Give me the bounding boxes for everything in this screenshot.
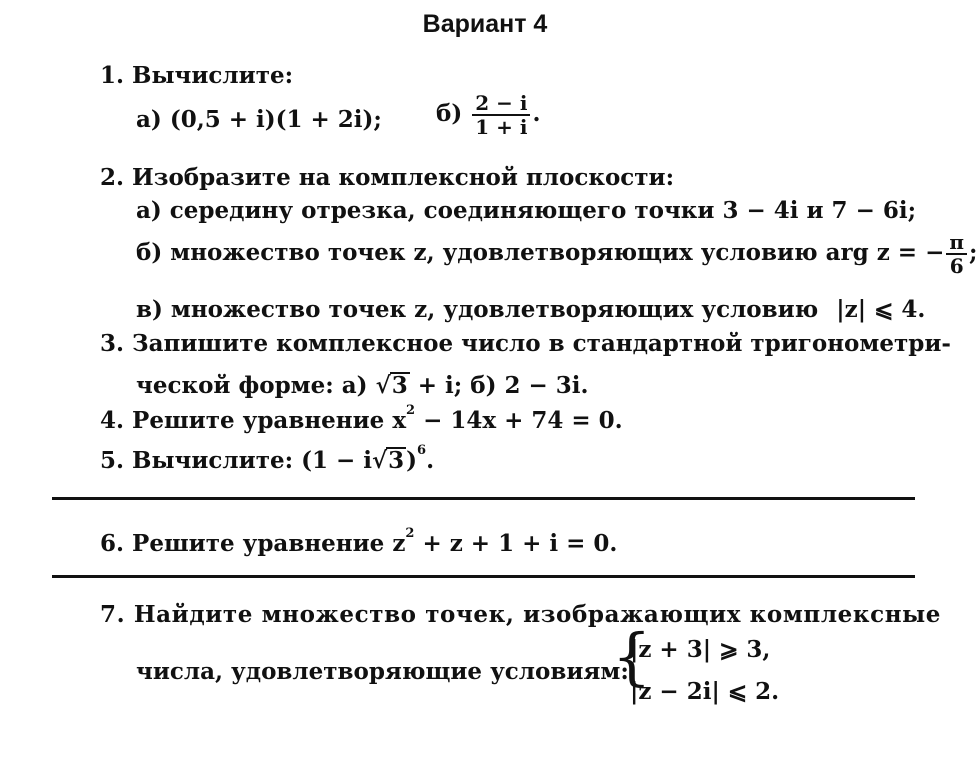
problem-number: 1. <box>100 62 125 89</box>
problem-7 <box>100 603 941 626</box>
system-brace: { <box>612 620 652 693</box>
problem-2b: б) множество точек z, удовлетворяющих условию arg z = − $\frac{\pi}{6}$ ; <box>136 230 978 278</box>
problem-3-line2: ческой форме: а) √3 + i; б) 2 − 3i. <box>136 372 589 399</box>
problem-number: 3. <box>100 330 125 357</box>
sqrt-argument: 3 <box>391 372 408 399</box>
numerator: π <box>946 232 967 255</box>
problem-number: 5. <box>100 447 125 474</box>
problem-1b: б) $\frac{2 - i}{1 + i}$ . <box>436 91 541 139</box>
condition-2: |z − 2i| ⩽ 2. <box>630 678 780 705</box>
problem-6 <box>100 527 617 555</box>
divider <box>52 497 915 500</box>
problem-text: Решите уравнение z <box>132 530 406 557</box>
problem-number: 2. <box>100 164 125 191</box>
problem-2a: а) середину отрезка, соединяющего точки 3 − 4i и 7 − 6i; <box>136 197 917 224</box>
page-title: Вариант 4 <box>422 10 548 38</box>
problem-text: Решите уравнение x <box>132 407 407 434</box>
problem-text: Запишите комплексное число в стандартной тригонометри- <box>132 330 951 357</box>
denominator: 6 <box>949 254 964 278</box>
math-expression: + z + 1 + i = 0. <box>414 530 618 557</box>
exponent: 6 <box>417 443 427 458</box>
problem-text: в) множество точек z, удовлетворяющих условию <box>136 296 819 323</box>
fraction <box>472 93 530 137</box>
math-expression: (1 − i <box>301 447 373 474</box>
problem-text: Найдите множество точек, изображающих комплексные <box>133 601 942 628</box>
item-label: б) <box>436 100 463 127</box>
math-expression: + i; б) 2 − 3i. <box>417 372 589 399</box>
problem-2c <box>136 298 925 321</box>
problem-1 <box>100 64 293 87</box>
problem-text: Вычислите: <box>132 447 294 474</box>
problem-number: 6. <box>100 530 125 557</box>
problem-7-line2: числа, удовлетворяющие условиям: <box>136 658 629 685</box>
problem-number: 4. <box>100 407 125 434</box>
problem-number: 7. <box>100 601 126 628</box>
problem-text: ческой форме: а) <box>136 372 368 399</box>
problem-2 <box>100 166 674 189</box>
problem-1a <box>136 108 382 131</box>
math-expression: (0,5 + i)(1 + 2i); <box>169 106 382 133</box>
exponent: 2 <box>405 526 415 541</box>
problem-3 <box>100 332 951 355</box>
divider <box>52 575 915 578</box>
fraction <box>946 232 967 276</box>
problem-text: Вычислите: <box>132 62 294 89</box>
item-label: а) <box>136 106 162 133</box>
exponent: 2 <box>406 403 416 418</box>
problem-4 <box>100 404 623 432</box>
denominator: 1 + i <box>475 115 528 139</box>
math-expression: − 14x + 74 = 0. <box>415 407 623 434</box>
sqrt-argument: 3 <box>388 447 405 474</box>
problem-5: 5. Вычислите: $(1 - i√3)^6$. <box>100 443 435 474</box>
problem-text: Изобразите на комплексной плоскости: <box>132 164 675 191</box>
numerator: 2 − i <box>472 93 530 116</box>
math-expression: |z| ⩽ 4. <box>836 296 926 323</box>
problem-text: б) множество точек z, удовлетворяющих условию arg z = − <box>136 239 945 266</box>
condition-1: |z + 3| ⩾ 3, <box>630 636 771 663</box>
